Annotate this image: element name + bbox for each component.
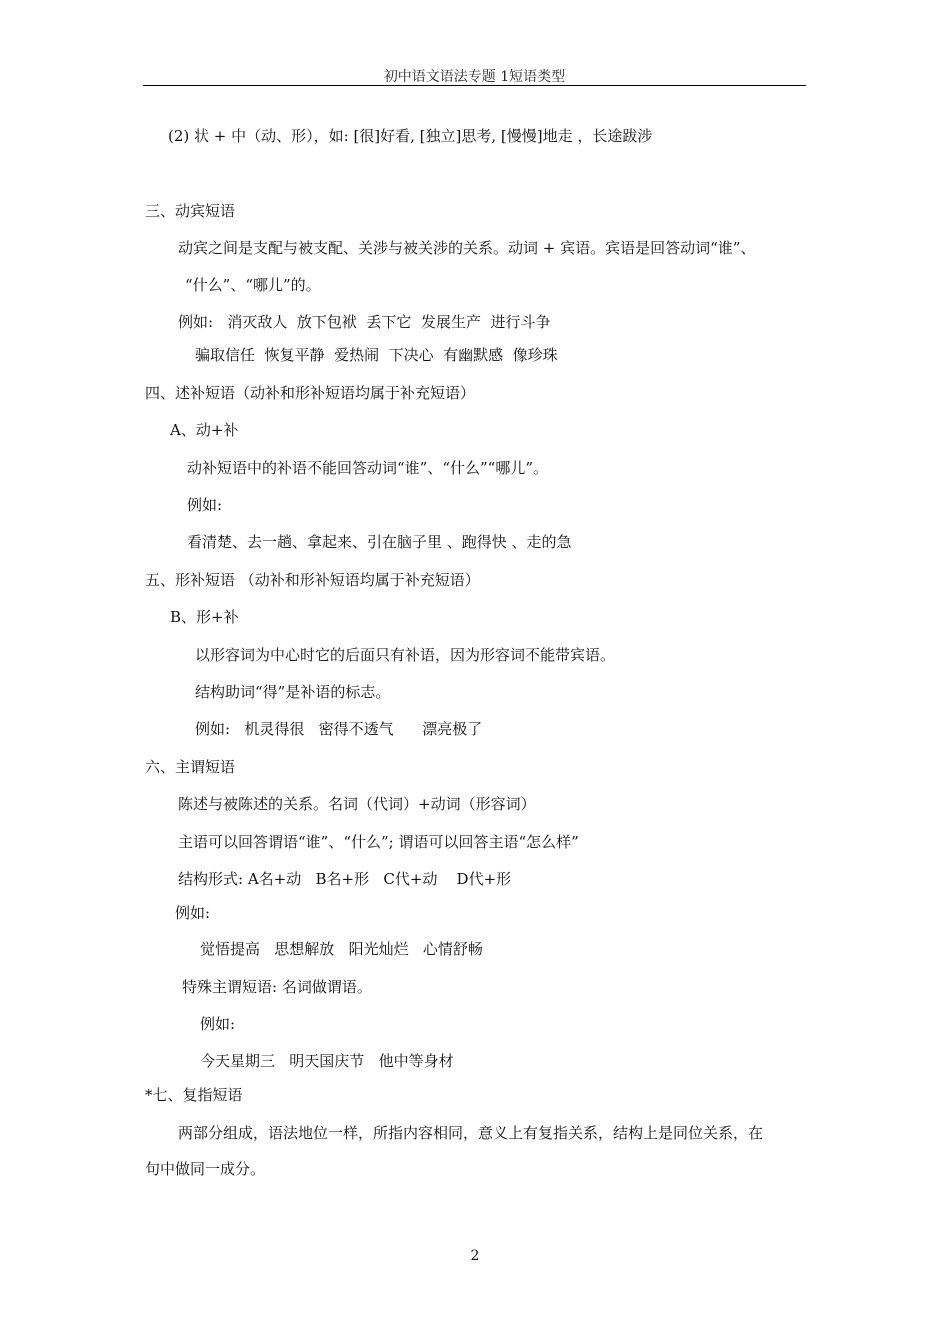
text-line: 例如:: [175, 904, 211, 922]
sub-heading: B、形+补: [170, 608, 239, 626]
text-line: 看清楚、去一趟、拿起来、引在脑子里 、跑得快 、走的急: [187, 533, 572, 551]
text-line: 两部分组成，语法地位一样，所指内容相同，意义上有复指关系，结构上是同位关系，在: [178, 1124, 764, 1142]
text-line: 结构助词“得”是补语的标志。: [195, 683, 391, 701]
text-line: 陈述与被陈述的关系。名词（代词）+动词（形容词）: [178, 795, 536, 813]
text-line: 骗取信任 恢复平静 爱热闹 下决心 有幽默感 像珍珠: [195, 346, 558, 364]
header-rule: [143, 85, 806, 86]
section-heading: 四、述补短语（动补和形补短语均属于补充短语）: [145, 384, 476, 402]
page-header: 初中语文语法专题 1短语类型: [383, 69, 566, 85]
sub-heading: A、动+补: [170, 421, 239, 439]
section-heading: 六、主谓短语: [145, 758, 236, 776]
section-heading: 五、形补短语 （动补和形补短语均属于补充短语）: [145, 571, 480, 589]
text-line: 例如: 机灵得很 密得不透气 漂亮极了: [195, 720, 483, 738]
text-line: 句中做同一成分。: [145, 1160, 266, 1178]
text-line: 以形容词为中心时它的后面只有补语，因为形容词不能带宾语。: [195, 646, 616, 664]
text-line: 特殊主谓短语: 名词做谓语。: [182, 978, 372, 996]
text-line: 今天星期三 明天国庆节 他中等身材: [200, 1052, 454, 1070]
text-line: “什么”、“哪儿”的。: [185, 276, 321, 294]
text-line: 觉悟提高 思想解放 阳光灿烂 心情舒畅: [200, 940, 483, 958]
text-line: 动补短语中的补语不能回答动词“谁”、“什么”“哪儿”。: [187, 459, 549, 477]
text-line: (2) 状 + 中（动、形），如: [很]好看, [独立]思考, [慢慢]地走 ，长途跋涉: [168, 127, 653, 145]
text-line: 动宾之间是支配与被支配、关涉与被关涉的关系。动词 + 宾语。宾语是回答动词“谁”、: [178, 239, 756, 257]
text-line: 例如:: [187, 496, 223, 514]
page-number: 2: [470, 1248, 480, 1264]
section-heading: 三、动宾短语: [145, 202, 236, 220]
text-line: 主语可以回答谓语“谁”、“什么”; 谓语可以回答主语“怎么样”: [178, 833, 579, 851]
text-line: 例如:: [200, 1015, 236, 1033]
section-heading: *七、复指短语: [145, 1086, 243, 1104]
text-line: 例如: 消灭敌人 放下包袱 丢下它 发展生产 进行斗争: [178, 313, 551, 331]
text-line: 结构形式: A名+动 B名+形 C代+动 D代+形: [178, 870, 512, 888]
